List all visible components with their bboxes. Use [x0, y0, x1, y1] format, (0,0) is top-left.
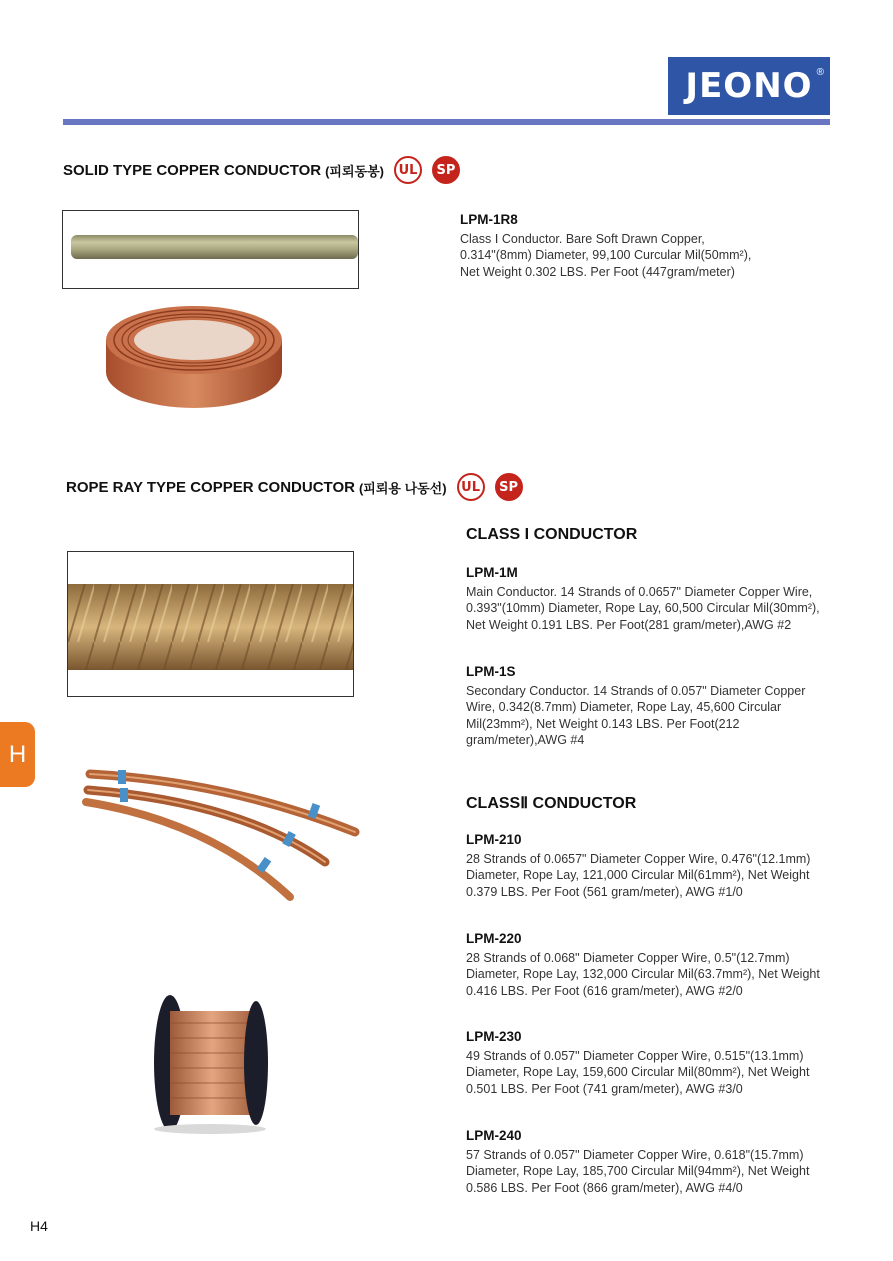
section-title-rope — [66, 473, 523, 501]
section-title-text: SOLID TYPE COPPER CONDUCTOR — [63, 161, 322, 179]
model-description: Main Conductor. 14 Strands of 0.0657" Diameter Copper Wire, 0.393"(10mm) Diameter, Rope Lay, 60,500 Circular Mil(30mm²), Net Weight 0.191 LBS. Per Foot(281 gram/meter),AWG #2 — [466, 584, 820, 632]
model-name: LPM-230 — [466, 1029, 522, 1044]
header-divider — [63, 119, 830, 125]
spec-lpm-1m — [466, 565, 846, 633]
spec-lpm-210 — [466, 832, 846, 900]
model-name: LPM-1S — [466, 664, 516, 679]
page-number: H4 — [30, 1218, 48, 1234]
copper-rod-photo-frame — [62, 210, 359, 289]
model-description: 57 Strands of 0.057" Diameter Copper Wire, 0.618"(15.7mm) Diameter, Rope Lay, 185,700 Circular Mil(94mm²), Net Weight 0.586 LBS. Per Foot (866 gram/meter), AWG #4/0 — [466, 1147, 810, 1195]
model-description: 28 Strands of 0.0657" Diameter Copper Wire, 0.476"(12.1mm) Diameter, Rope Lay, 121,000 Circular Mil(61mm²), Net Weight 0.379 LBS. Per Foot (561 gram/meter), AWG #1/0 — [466, 851, 811, 899]
spec-lpm-1r8 — [460, 212, 820, 280]
model-name: LPM-210 — [466, 832, 522, 847]
ul-cert-icon: UL — [394, 156, 422, 184]
model-name: LPM-1M — [466, 565, 518, 580]
model-name: LPM-240 — [466, 1128, 522, 1143]
section-title-korean: (피뢰용 나동선) — [358, 480, 447, 496]
rope-wire-image — [68, 552, 354, 697]
ul-cert-icon: UL — [457, 473, 485, 501]
class-1-heading: CLASS I CONDUCTOR — [466, 526, 638, 543]
csa-cert-icon: SP — [432, 156, 460, 184]
copper-coil-image — [104, 302, 284, 410]
spec-lpm-240 — [466, 1128, 846, 1196]
model-description: 28 Strands of 0.068" Diameter Copper Wire, 0.5"(12.7mm) Diameter, Rope Lay, 132,000 Circular Mil(63.7mm²), Net Weight 0.416 LBS. Per Foot (616 gram/meter), AWG #2/0 — [466, 950, 820, 998]
model-name: LPM-1R8 — [460, 212, 518, 227]
section-title-korean: (피뢰동봉) — [325, 163, 384, 179]
logo-registered-mark: ® — [816, 67, 824, 78]
csa-cert-icon: SP — [495, 473, 523, 501]
logo-text: JEONO — [685, 66, 813, 106]
brand-logo — [668, 57, 830, 115]
spec-lpm-220 — [466, 931, 846, 999]
cable-bundle-image — [80, 762, 365, 902]
cable-spool-image — [150, 993, 270, 1135]
class-2-heading: CLASSⅡ CONDUCTOR — [466, 795, 637, 812]
section-tab-h: H — [0, 722, 35, 787]
section-title-solid — [63, 156, 460, 184]
model-description: Secondary Conductor. 14 Strands of 0.057" Diameter Copper Wire, 0.342(8.7mm) Diameter, Rope Lay, 45,600 Circular Mil(23mm²), Net Weight 0.143 LBS. Per Foot(212 gram/meter),AWG #4 — [466, 683, 806, 747]
spec-lpm-1s — [466, 664, 846, 749]
rope-wire-photo-frame — [67, 551, 354, 697]
model-description: 49 Strands of 0.057" Diameter Copper Wire, 0.515"(13.1mm) Diameter, Rope Lay, 159,600 Circular Mil(80mm²), Net Weight 0.501 LBS. Per Foot (741 gram/meter), AWG #3/0 — [466, 1048, 810, 1096]
model-name: LPM-220 — [466, 931, 522, 946]
spec-lpm-230 — [466, 1029, 846, 1097]
section-title-text: ROPE RAY TYPE COPPER CONDUCTOR — [66, 478, 355, 496]
copper-rod-image — [63, 211, 359, 289]
model-description: Class Ⅰ Conductor. Bare Soft Drawn Copper, 0.314"(8mm) Diameter, 99,100 Curcular Mil(50mm²), Net Weight 0.302 LBS. Per Foot (447gram/meter) — [460, 231, 752, 279]
